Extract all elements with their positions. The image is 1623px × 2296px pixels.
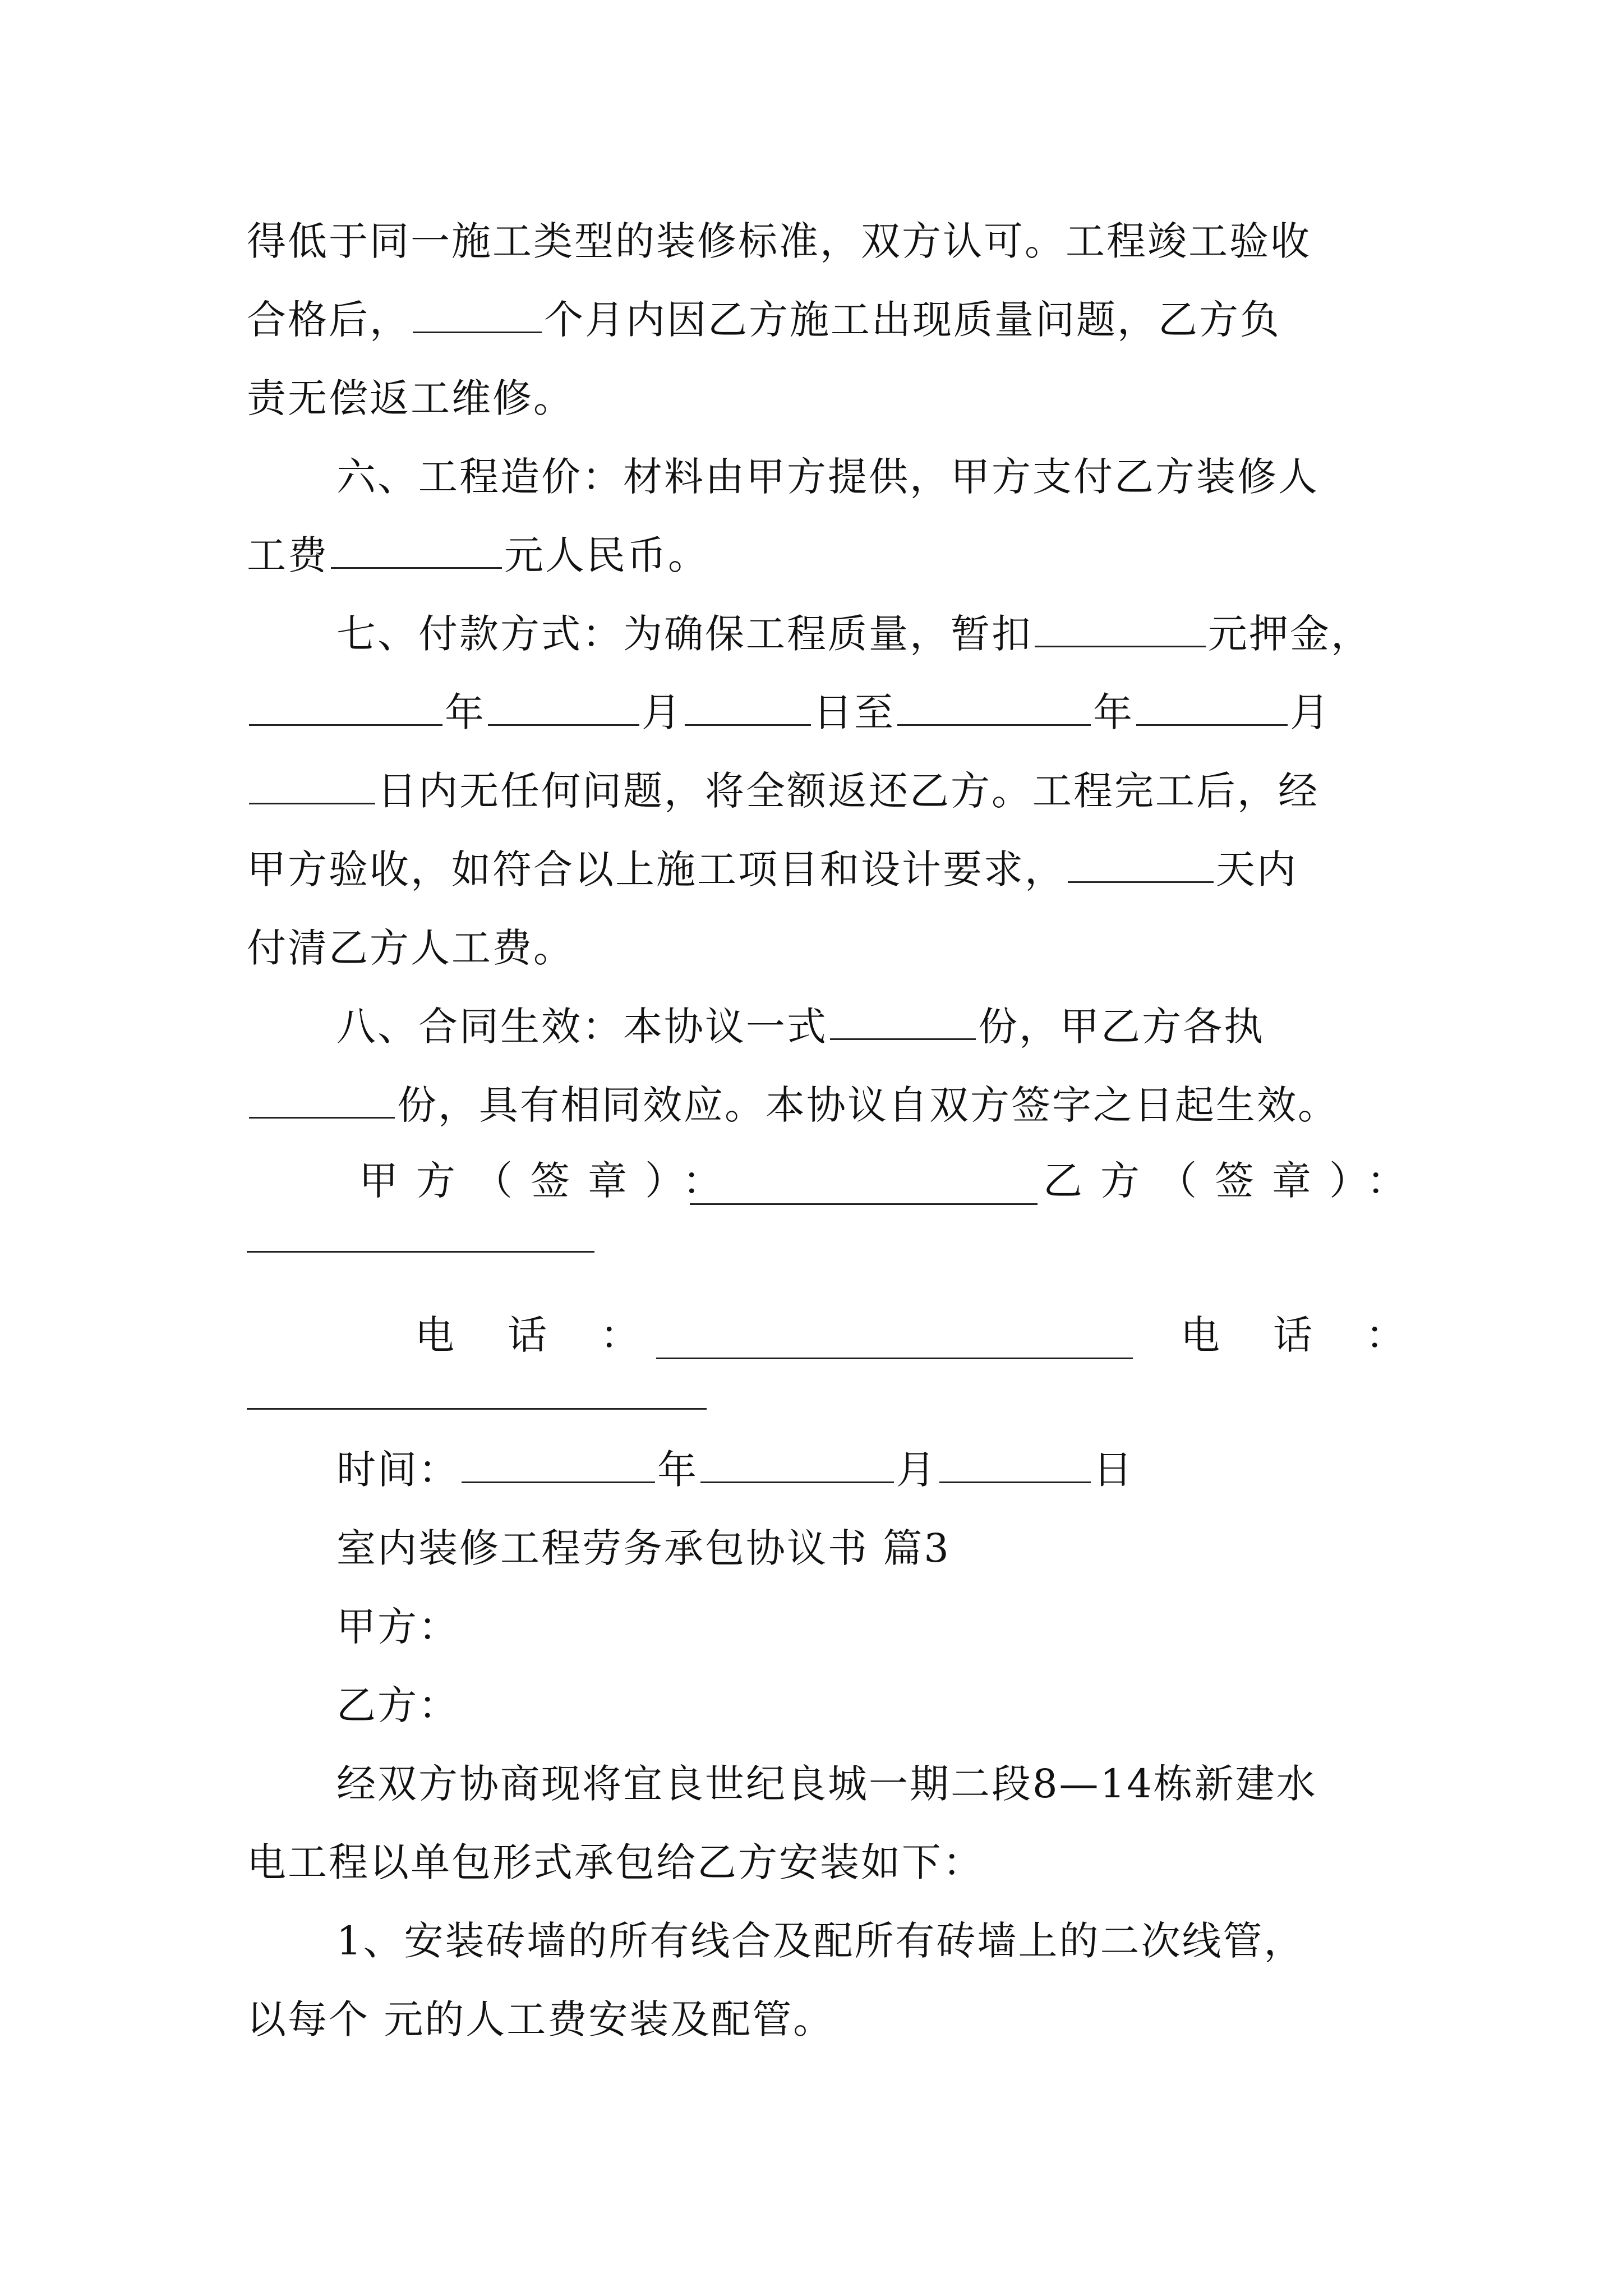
paragraph-line: 经双方协商现将宜良世纪良城一期二段8—14栋新建水 xyxy=(336,1761,1317,1807)
blank-field xyxy=(1068,842,1214,883)
text: 八、合同生效：本协议一式 xyxy=(336,1004,828,1050)
text: 元押金， xyxy=(1208,611,1372,657)
text: 月 xyxy=(642,689,683,735)
party-a-phone-label: 电话： xyxy=(415,1312,693,1358)
party-a-signature-label: 甲方（签章）： xyxy=(359,1158,740,1204)
text: 年 xyxy=(657,1447,698,1493)
text: 月 xyxy=(896,1447,937,1493)
text: 付清乙方人工费。 xyxy=(247,925,574,971)
blank-field xyxy=(462,1442,655,1483)
text: 份，甲乙方各执 xyxy=(978,1004,1265,1050)
text: 天内 xyxy=(1216,846,1298,892)
text-line xyxy=(247,527,709,583)
blank-field xyxy=(413,292,542,333)
paragraph-line: 电工程以单包形式承包给乙方安装如下： xyxy=(247,1839,984,1885)
paragraph-line: 以每个 元的人工费安装及配管。 xyxy=(247,1996,834,2042)
text-line xyxy=(247,213,1311,269)
text-line xyxy=(247,920,574,976)
phone-line xyxy=(656,1358,1133,1359)
text: 日 xyxy=(1093,1447,1134,1493)
blank-field xyxy=(249,763,375,804)
blank-field xyxy=(1035,606,1206,647)
section-title: 室内装修工程劳务承包协议书 篇3 xyxy=(336,1525,951,1571)
text: 甲方验收，如符合以上施工项目和设计要求， xyxy=(247,846,1066,892)
blank-field xyxy=(830,999,976,1040)
text: 责无偿返工维修。 xyxy=(247,375,574,421)
text-line xyxy=(247,370,574,426)
blank-field xyxy=(685,685,811,726)
text: 月 xyxy=(1290,689,1331,735)
blank-field xyxy=(939,1442,1091,1483)
text: 个月内因乙方施工出现质量问题，乙方负 xyxy=(544,297,1281,343)
signature-line xyxy=(247,1251,594,1253)
paragraph-line: 1、安装砖墙的所有线合及配所有砖墙上的二次线管， xyxy=(336,1918,1305,1964)
blank-field xyxy=(249,685,442,726)
text: 工费 xyxy=(247,532,329,578)
text-line xyxy=(247,684,1331,740)
text: 日至 xyxy=(813,689,895,735)
text: 时间： xyxy=(336,1447,459,1493)
text: 年 xyxy=(445,689,486,735)
text-line xyxy=(336,449,1319,505)
text: 份，具有相同效应。本协议自双方签字之日起生效。 xyxy=(397,1082,1339,1128)
text: 六、工程造价：材料由甲方提供，甲方支付乙方装修人 xyxy=(336,454,1319,500)
party-b-phone-label: 电话： xyxy=(1181,1312,1458,1358)
party-a-label: 甲方： xyxy=(336,1604,459,1650)
text: 七、付款方式：为确保工程质量，暂扣 xyxy=(336,611,1032,657)
text-line xyxy=(247,1077,1339,1133)
signature-line xyxy=(690,1203,1038,1205)
text-line xyxy=(336,1442,1134,1498)
blank-field xyxy=(700,1442,894,1483)
text-line xyxy=(336,606,1372,662)
blank-field xyxy=(331,528,502,569)
text: 年 xyxy=(1093,689,1134,735)
text: 元人民币。 xyxy=(504,532,709,578)
text-line xyxy=(336,999,1265,1055)
text-line xyxy=(247,292,1281,348)
blank-field xyxy=(1136,685,1288,726)
blank-field xyxy=(488,685,639,726)
text-line xyxy=(247,841,1298,898)
party-b-signature-label: 乙方（签章）： xyxy=(1043,1158,1424,1204)
text: 合格后， xyxy=(247,297,411,343)
text: 日内无任何问题，将全额返还乙方。工程完工后，经 xyxy=(377,768,1319,814)
text-line xyxy=(247,763,1319,819)
phone-line xyxy=(247,1408,707,1410)
party-b-label: 乙方： xyxy=(336,1682,459,1728)
text: 得低于同一施工类型的装修标准，双方认可。工程竣工验收 xyxy=(247,218,1311,264)
blank-field xyxy=(249,1078,395,1119)
blank-field xyxy=(897,685,1091,726)
